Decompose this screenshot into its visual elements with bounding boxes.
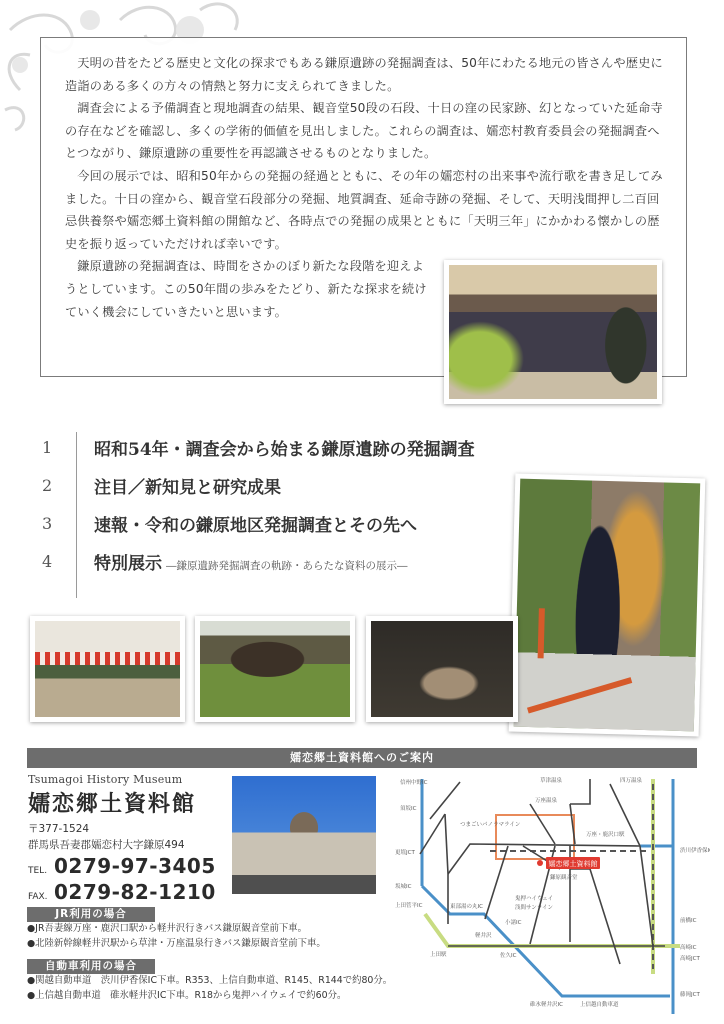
access-map[interactable] bbox=[390, 774, 710, 1014]
chapter-item bbox=[30, 466, 530, 504]
access-info bbox=[27, 902, 393, 1006]
chapter-number: 3 bbox=[42, 513, 53, 533]
svg-text:鬼押ハイウェイ: 鬼押ハイウェイ bbox=[515, 896, 554, 902]
intro-paragraph: 調査会による予備調査と現地調査の結果、観音堂50段の石段、十日の窪の民家跡、幻となっていた延命寺の存在などを確認し、多くの学術的価値を見出しました。これらの調査は、嬬恋村教育委員会の発掘調査へとつながり、鎌原遺跡の重要性を再認識させるものとなりました。 bbox=[65, 101, 663, 161]
intro-paragraph: 鎌原遺跡の発掘調査は、時間をさかのぼり新たな段階を迎えようとしています。この50年間の歩みをたどり、新たな探求を続けていく機会にしていきたいと思います。 bbox=[65, 259, 427, 319]
access-jr bbox=[27, 902, 387, 951]
map-museum-label: 嬬恋郷土資料館 bbox=[548, 860, 598, 868]
chapter-item bbox=[30, 504, 530, 542]
chapter-subtitle: ―鎌原遺跡発掘調査の軌跡・あらたな資料の展示― bbox=[166, 559, 408, 572]
svg-text:万座温泉: 万座温泉 bbox=[535, 798, 558, 804]
svg-text:浅間サンライン: 浅間サンライン bbox=[515, 905, 554, 911]
chapter-title: 昭和54年・調査会から始まる鎌原遺跡の発掘調査 bbox=[94, 439, 475, 460]
svg-text:小諸IC: 小諸IC bbox=[505, 920, 522, 926]
procession-photo-image bbox=[514, 479, 700, 732]
svg-text:上田駅: 上田駅 bbox=[430, 952, 447, 958]
tel-number[interactable]: 0279-97-3405 bbox=[54, 854, 216, 878]
svg-text:藤岡JCT: 藤岡JCT bbox=[680, 992, 700, 998]
svg-text:東部湯の丸IC: 東部湯の丸IC bbox=[450, 904, 483, 910]
access-item: ●関越自動車道 渋川伊香保IC下車。R353、上信自動車道、R145、R144で約80分。 bbox=[27, 975, 393, 986]
svg-text:四万温泉: 四万温泉 bbox=[620, 778, 643, 784]
svg-text:更埴JCT: 更埴JCT bbox=[395, 850, 415, 856]
chapter-title-text: 特別展示 bbox=[94, 553, 162, 574]
svg-text:渋川伊香保IC: 渋川伊香保IC bbox=[680, 848, 710, 854]
intro-paragraph: 今回の展示では、昭和50年からの発掘の経過とともに、その年の嬬恋村の出来事や流行歌を書き足してみました。十日の窪から、観音堂石段部分の発掘、地質調査、延命寺跡の発掘、そして、天明浅間押し二百回忌供養祭や嬬恋郷土資料館の開館など、各時点での発掘の成果とともに「天明三年」にかかわる懐かしの歴史を振り返っていただければ幸いです。 bbox=[65, 168, 663, 251]
timber-remains-photo bbox=[366, 616, 518, 722]
procession-photo bbox=[509, 474, 706, 737]
excavation-photo bbox=[195, 616, 355, 722]
svg-text:碓氷軽井沢IC: 碓氷軽井沢IC bbox=[530, 1002, 563, 1008]
svg-text:つまごいパノラマライン: つまごいパノラマライン bbox=[460, 822, 521, 828]
chapter-number: 4 bbox=[42, 551, 53, 571]
chapter-list bbox=[30, 428, 530, 580]
museum-name-en: Tsumagoi History Museum bbox=[28, 773, 183, 786]
chapter-number: 2 bbox=[42, 475, 53, 495]
chapter-item bbox=[30, 428, 530, 466]
memorial-photo-image bbox=[35, 621, 180, 717]
fax-row bbox=[28, 880, 228, 904]
svg-text:軽井沢: 軽井沢 bbox=[475, 933, 492, 939]
svg-text:前橋IC: 前橋IC bbox=[680, 918, 697, 924]
museum-building-image bbox=[232, 776, 376, 894]
svg-text:鎌原観音堂: 鎌原観音堂 bbox=[550, 875, 578, 881]
access-item: ●上信越自動車道 碓氷軽井沢IC下車。R18から鬼押ハイウェイで約60分。 bbox=[27, 989, 347, 1001]
svg-text:須坂IC: 須坂IC bbox=[400, 806, 417, 812]
guide-bar: 嬬恋郷土資料館へのご案内 bbox=[27, 748, 697, 768]
fax-label: FAX. bbox=[28, 892, 48, 902]
fax-number: 0279-82-1210 bbox=[54, 880, 216, 904]
svg-text:万座・鹿沢口駅: 万座・鹿沢口駅 bbox=[586, 832, 625, 838]
svg-text:上田菅平IC: 上田菅平IC bbox=[395, 903, 423, 909]
address: 群馬県吾妻郡嬬恋村大字鎌原494 bbox=[28, 839, 185, 851]
access-item: ●JR吾妻線万座・鹿沢口駅から軽井沢行きバス鎌原観音堂前下車。 bbox=[27, 923, 307, 934]
access-car bbox=[27, 954, 393, 1003]
intro-paragraph: 天明の昔をたどる歴史と文化の探求でもある鎌原遺跡の発掘調査は、50年にわたる地元の皆さんや歴史に造詣のある多くの方々の情熱と努力に支えられてきました。 bbox=[65, 56, 663, 93]
access-jr-header: JR利用の場合 bbox=[27, 907, 155, 922]
chapter-item bbox=[30, 542, 530, 580]
tel-label: TEL. bbox=[28, 866, 48, 876]
museum-info bbox=[28, 773, 228, 904]
ceremony-photo bbox=[444, 260, 662, 404]
chapter-title: 注目／新知見と研究成果 bbox=[94, 477, 281, 498]
timber-remains-photo-image bbox=[371, 621, 513, 717]
chapter-number: 1 bbox=[42, 437, 53, 457]
svg-text:草津温泉: 草津温泉 bbox=[540, 778, 563, 784]
memorial-photo bbox=[30, 616, 185, 722]
svg-text:佐久IC: 佐久IC bbox=[500, 953, 517, 959]
chapter-title bbox=[94, 549, 408, 574]
chapter-title: 速報・令和の鎌原地区発掘調査とその先へ bbox=[94, 515, 417, 536]
svg-text:上信越自動車道: 上信越自動車道 bbox=[580, 1002, 619, 1008]
access-item: ●北陸新幹線軽井沢駅から草津・万座温泉行きバス鎌原観音堂前下車。 bbox=[27, 937, 326, 949]
museum-building-photo bbox=[232, 776, 376, 894]
svg-text:坂城IC: 坂城IC bbox=[395, 884, 412, 890]
svg-text:信州中野IC: 信州中野IC bbox=[400, 780, 428, 786]
svg-text:高崎IC: 高崎IC bbox=[680, 945, 697, 951]
excavation-photo-image bbox=[200, 621, 350, 717]
access-car-header: 自動車利用の場合 bbox=[27, 959, 155, 974]
ceremony-photo-image bbox=[449, 265, 657, 399]
route-map-icon bbox=[390, 774, 710, 1014]
postal-code: 〒377-1524 bbox=[28, 823, 90, 835]
svg-text:高崎JCT: 高崎JCT bbox=[680, 956, 700, 962]
tel-row bbox=[28, 854, 228, 878]
museum-name-jp: 嬬恋郷土資料館 bbox=[28, 791, 197, 817]
